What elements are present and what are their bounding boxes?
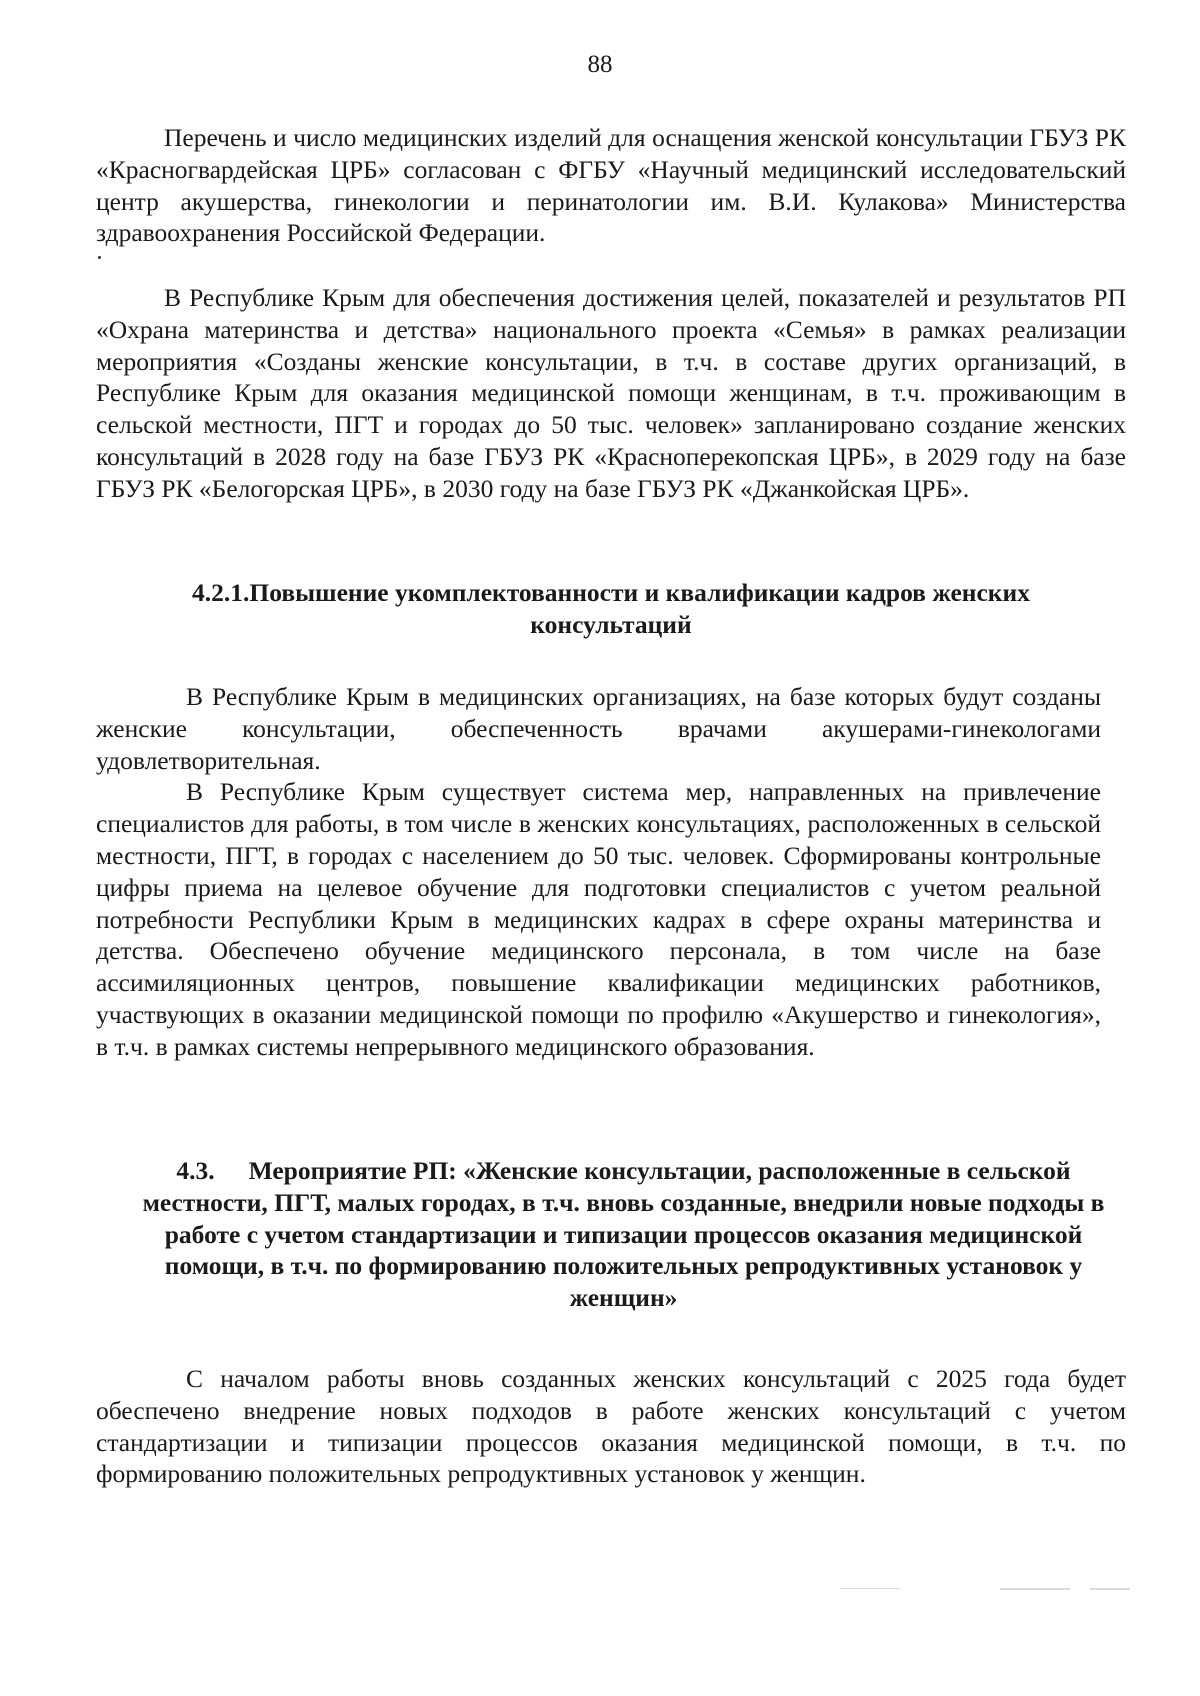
paragraph-text: Перечень и число медицинских изделий для оснащения женской консультации ГБУЗ РК «Красногвардейская ЦРБ» согласован с ФГБУ «Научный медицинский исследовательский центр акушерства, гинекологии и перинатологии им. В.И. Кулакова» Министерства здравоохранения Российской Федерации. [96, 123, 1126, 248]
scan-artifact [1090, 1588, 1130, 1590]
section-4-3-body [96, 1363, 1126, 1490]
scan-artifact [1000, 1588, 1070, 1590]
paragraph-womens-clinics-plan [96, 282, 1126, 505]
paragraph-text: В Республике Крым в медицинских организациях, на базе которых будут созданы женские консультации, обеспеченность врачами акушерами-гинекологами удовлетворительная. [96, 682, 1101, 775]
section-heading-4-3 [121, 1155, 1126, 1314]
section-heading-4-2-1 [96, 577, 1126, 641]
intro-paragraph-equipment [96, 122, 1126, 249]
section-title: Мероприятие РП: «Женские консультации, расположенные в сельской местности, ПГТ, малых городах, в т.ч. вновь созданные, внедрили новые подходы в работе с учетом стандартизации и типизации процессов оказания медицинской помощи, в т.ч. по формированию положительных репродуктивных установок у женщин» [142, 1156, 1105, 1313]
paragraph-text: С началом работы вновь созданных женских консультаций с 2025 года будет обеспечено внедрение новых подходов в работе женских консультаций с учетом стандартизации и типизации процессов оказания медицинской помощи, в т.ч. по формированию положительных репродуктивных установок у женщин. [96, 1364, 1126, 1489]
page-number: 88 [587, 51, 613, 78]
scan-dot-mark [98, 256, 101, 259]
section-number: 4.3. [176, 1156, 215, 1185]
paragraph-text: В Республике Крым для обеспечения достижения целей, показателей и результатов РП «Охрана материнства и детства» национального проекта «Семья» в рамках реализации мероприятия «Созданы женские консультации, в т.ч. в составе других организаций, в Республике Крым для оказания медицинской помощи женщинам, в т.ч. проживающим в сельской местности, ПГТ и городах до 50 тыс. человек» запланировано создание женских консультаций в 2028 году на базе ГБУЗ РК «Красноперекопская ЦРБ», в 2029 году на базе ГБУЗ РК «Белогорская ЦРБ», в 2030 году на базе ГБУЗ РК «Джанкойская ЦРБ». [96, 283, 1126, 503]
heading-line: консультаций [530, 609, 692, 639]
scan-artifact [840, 1588, 900, 1589]
heading-line: 4.2.1.Повышение укомплектованности и квалификации кадров женских [192, 578, 1030, 607]
section-4-2-1-body [96, 681, 1101, 1063]
paragraph-text: В Республике Крым существует система мер, направленных на привлечение специалистов для работы, в том числе в женских консультациях, расположенных в сельской местности, ПГТ, в городах с населением до 50 тыс. человек. Сформированы контрольные цифры приема на целевое обучение для подготовки специалистов с учетом реальной потребности Республики Крым в медицинских кадрах в сфере охраны материнства и детства. Обеспечено обучение медицинского персонала, в том числе на базе ассимиляционных центров, повышение квалификации медицинских работников, участвующих в оказании медицинской помощи по профилю «Акушерство и гинекология», в т.ч. в рамках системы непрерывного медицинского образования. [96, 777, 1101, 1061]
